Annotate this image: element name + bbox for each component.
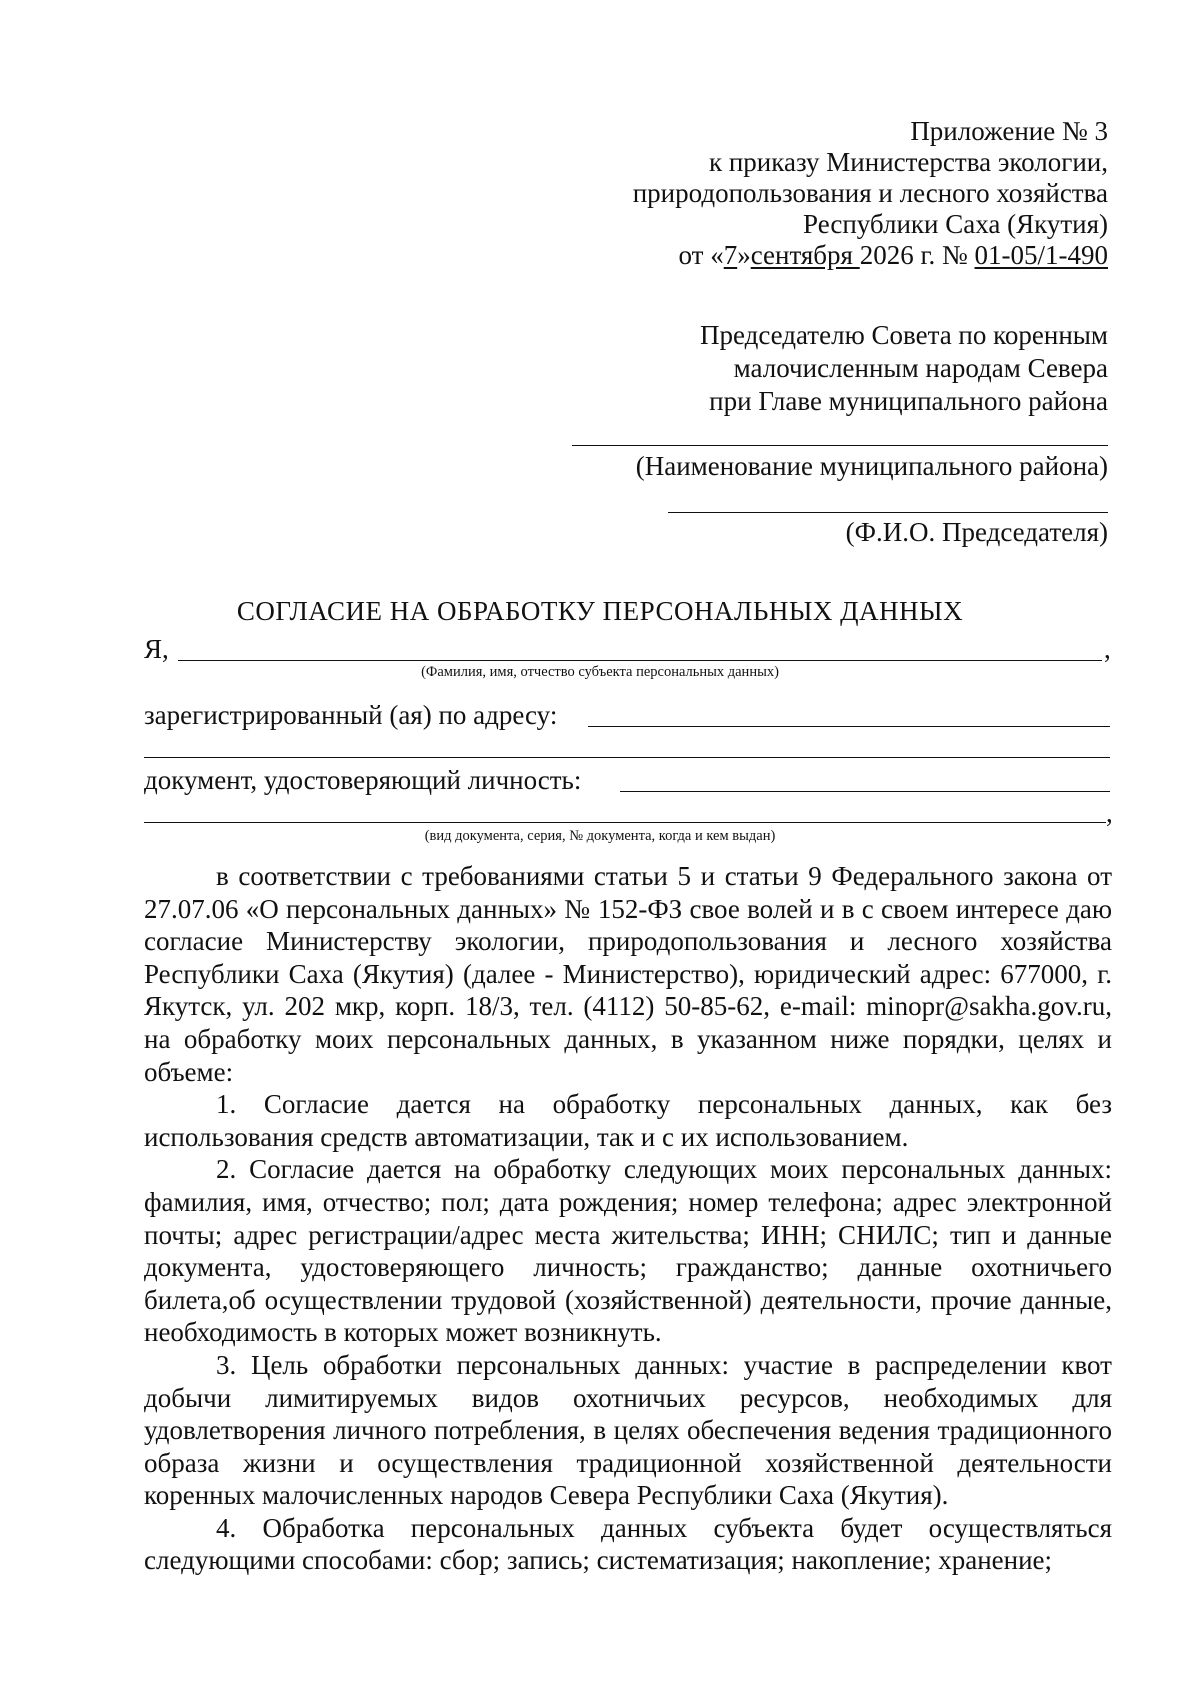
chairman-name-line — [668, 512, 1108, 513]
addressee-block — [488, 319, 1108, 418]
date-month: сентября — [750, 240, 860, 270]
consent-body — [144, 860, 1112, 1577]
order-reference-line: к приказу Министерства экологии, — [708, 147, 1108, 177]
date-prefix: от « — [678, 240, 724, 270]
date-day: 7 — [723, 240, 738, 270]
document-title: СОГЛАСИЕ НА ОБРАБОТКУ ПЕРСОНАЛЬНЫХ ДАННЫХ — [236, 596, 964, 626]
consent-clause-3: 3. Цель обработки персональных данных: участие в распределении квот добычи лимитируемых видов охотничьих ресурсов, необходимых для удовлетворения личного потребления, в целях обеспечения ведения традиционного образа жизни и осуществления традиционной хозяйственной деятельности коренных малочисленных народов Севера Республики Саха (Якутия). — [144, 1349, 1112, 1511]
document-comma: , — [1106, 798, 1113, 828]
address-label: зарегистрированный (ая) по адресу: — [144, 700, 558, 730]
chairman-name-caption: (Ф.И.О. Председателя) — [845, 517, 1108, 547]
order-date-line — [488, 240, 1108, 271]
address-line-1 — [588, 726, 1110, 727]
order-number: 01-05/1-490 — [974, 240, 1108, 270]
addressee-line-3: при Главе муниципального района — [709, 386, 1108, 416]
appendix-number: Приложение № 3 — [910, 116, 1108, 146]
document-line-1 — [620, 791, 1110, 792]
date-mid: » — [737, 240, 751, 270]
date-year: 2026 г. № — [859, 240, 975, 270]
document-line-2 — [144, 822, 1106, 823]
document-label: документ, удостоверяющий личность: — [144, 765, 582, 795]
consent-intro-paragraph: в соответствии с требованиями статьи 5 и статьи 9 Федерального закона от 27.07.06 «О персональных данных» № 152-ФЗ свое волей и в с своем интересе даю согласие Министерству экологии, природопользования и лесного хозяйства Республики Саха (Якутия) (далее - Министерство), юридический адрес: 677000, г. Якутск, ул. 202 мкр, корп. 18/3, тел. (4112) 50-85-62, e-mail: minopr@sakha.gov.ru, на обработку моих персональных данных, в указанном ниже порядки, целях и объеме: — [144, 861, 1112, 1087]
addressee-line-1: Председателю Совета по коренным — [699, 320, 1108, 350]
addressee-line-2: малочисленным народам Севера — [733, 353, 1108, 383]
consent-clause-1: 1. Согласие дается на обработку персональных данных, как без использования средств автоматизации, так и с их использованием. — [144, 1089, 1112, 1152]
document-hint: (вид документа, серия, № документа, когда и кем выдан) — [424, 828, 776, 844]
ministry-name-line: природопользования и лесного хозяйства — [632, 178, 1108, 208]
district-name-caption: (Наименование муниципального района) — [635, 451, 1108, 481]
full-name-line — [178, 660, 1102, 661]
appendix-header — [488, 116, 1108, 271]
full-name-hint: (Фамилия, имя, отчество субъекта персональных данных) — [421, 664, 779, 680]
republic-name-line: Республики Саха (Якутия) — [803, 209, 1108, 239]
full-name-comma: , — [1104, 634, 1111, 664]
consent-clause-2: 2. Согласие дается на обработку следующих моих персональных данных: фамилия, имя, отчество; пол; дата рождения; номер телефона; адрес электронной почты; адрес регистрации/адрес места жительства; ИНН; СНИЛС; тип и данные документа, удостоверяющего личность; гражданство; данные охотничьего билета,об осуществлении трудовой (хозяйственной) деятельности, прочие данные, необходимость в которых может возникнуть. — [144, 1154, 1112, 1348]
i-label: Я, — [144, 634, 169, 664]
address-line-2 — [144, 757, 1110, 758]
district-name-line — [572, 445, 1108, 446]
consent-clause-4: 4. Обработка персональных данных субъекта будет осуществляться следующими способами: сбор; запись; систематизация; накопление; хранение; — [144, 1512, 1112, 1576]
